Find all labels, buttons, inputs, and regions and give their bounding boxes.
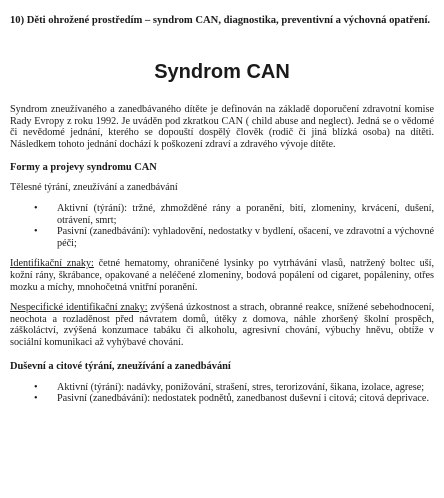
bullet-icon: • [34,226,38,238]
bullet-icon: • [34,202,38,214]
nonspecific-signs-paragraph [10,302,434,348]
list-item-text: Pasivní (zanedbávání): vyhladovění, nedostatky v bydlení, ošacení, ve zdravotní a výchovné péči; [57,226,434,249]
list-item-text: Aktivní (týrání): tržné, zhmožděné rány a poranění, bití, zlomeniny, krvácení, dušení, otrávení, smrt; [57,202,434,226]
specific-signs-label: Identifikační znaky: [10,258,94,270]
forms-heading: Formy a projevy syndromu CAN [10,162,157,174]
bullet-icon: • [34,393,38,405]
section-heading: 10) Děti ohrožené prostředím – syndrom CAN, diagnostika, preventivní a výchovná opatření. [10,15,431,26]
bullet-icon: • [34,381,38,393]
list-item [34,381,434,394]
specific-signs-paragraph [10,258,434,293]
list-item [34,393,434,405]
list-item [34,226,434,249]
nonspecific-signs-text: zvýšená úzkostnost a strach, obranné reakce, snížené sebehodnocení, neochota a rozladěnost před návratem domů, útěky z domova, náhle zhoršený školní prospěch, záškoláctví, zvýšená konzumace tabáku či alkoholu, agresivní chování, výbuchy hněvu, obtíže v sociální komunikaci až vyhýbavé chování. [10,302,434,348]
nonspecific-signs-label: Nespecifické identifikační znaky: [10,302,148,314]
intro-paragraph: Syndrom zneužívaného a zanedbávaného dítěte je definován na základě doporučení zdravotní komise Rady Evropy z roku 1992. Je uváděn pod zkratkou CAN ( child abuse and neglect). Jedná se o vědomé či nevědomé jednání, kterého se dopouští dospělý člověk (rodič či jiná blízká osoba) na dítěti. Následkem tohoto jednání dochází k poškození zdraví a zdravého vývoje dítěte. [10,104,434,150]
specific-signs-text: četné hematomy, ohraničené lysinky po vytrhávání vlasů, natržený boltec uší, kožní rány, škrábance, opakované a neléčené zlomeniny, bodová popálení od cigaret, popáleniny, otřes mozku a míchy, mnohočetná vnitřní poranění. [10,258,435,293]
list-item-text: Pasivní (zanedbávání): nedostatek podnětů, zanedbanost duševní i citová; citová deprivace. [57,393,430,405]
list-item [34,202,434,226]
emotional-abuse-heading: Duševní a citové týrání, zneužívání a zanedbávání [10,360,231,372]
physical-abuse-list [10,203,434,249]
list-item-text: Aktivní (týrání): nadávky, ponižování, strašení, stres, terorizování, šikana, izolace, agrese; [57,381,425,393]
document-title: Syndrom CAN [154,61,290,83]
emotional-abuse-list [10,382,434,405]
physical-abuse-heading: Tělesné týrání, zneužívání a zanedbávání [10,182,178,194]
